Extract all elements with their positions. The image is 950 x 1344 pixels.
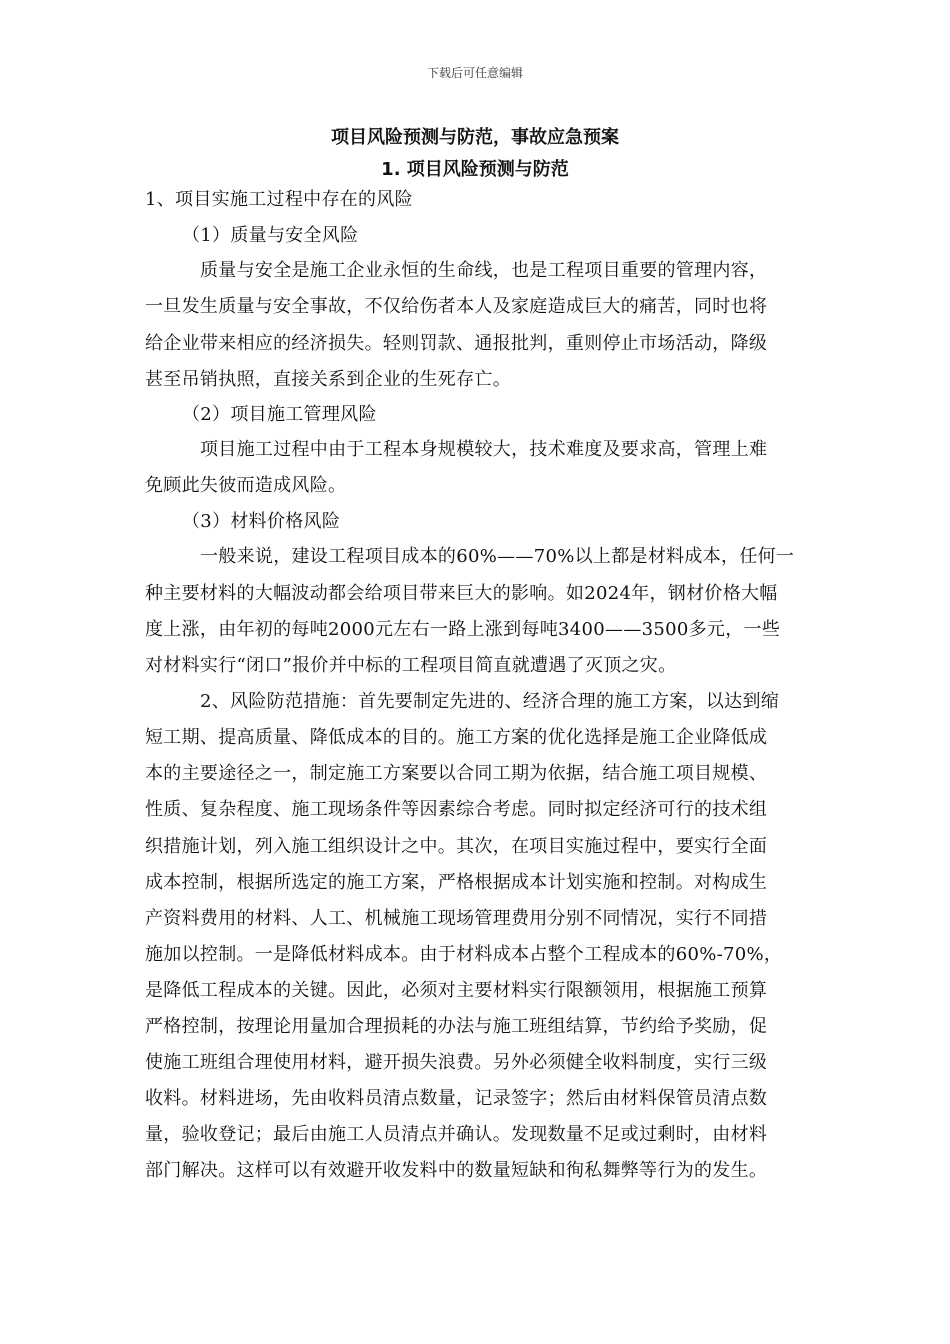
paragraph-line: 织措施计划，列入施工组织设计之中。其次，在项目实施过程中，要实行全面 xyxy=(145,836,768,857)
paragraph-line: 给企业带来相应的经济损失。轻则罚款、通报批判，重则停止市场活动，降级 xyxy=(145,333,768,354)
sub3-heading: （3）材料价格风险 xyxy=(182,511,341,532)
paragraph-line: 对材料实行“闭口”报价并中标的工程项目简直就遭遇了灭顶之灾。 xyxy=(145,655,677,676)
paragraph-line: 质量与安全是施工企业永恒的生命线，也是工程项目重要的管理内容， xyxy=(200,260,768,281)
paragraph-line: 严格控制，按理论用量加合理损耗的办法与施工班组结算，节约给予奖励，促 xyxy=(145,1016,768,1037)
paragraph-line: 2、风险防范措施：首先要制定先进的、经济合理的施工方案，以达到缩 xyxy=(200,691,780,712)
paragraph-line: 甚至吊销执照，直接关系到企业的生死存亡。 xyxy=(145,369,511,390)
paragraph-line: 度上涨，由年初的每吨2000元左右一路上涨到每吨3400——3500多元，一些 xyxy=(145,619,781,640)
paragraph-line: 成本控制，根据所选定的施工方案，严格根据成本计划实施和控制。对构成生 xyxy=(145,872,768,893)
paragraph-line: 产资料费用的材料、人工、机械施工现场管理费用分别不同情况，实行不同措 xyxy=(145,908,768,929)
paragraph-line: 性质、复杂程度、施工现场条件等因素综合考虑。同时拟定经济可行的技术组 xyxy=(145,799,768,820)
paragraph-line: 种主要材料的大幅波动都会给项目带来巨大的影响。如2024年，钢材价格大幅 xyxy=(145,583,778,604)
paragraph-line: 量，验收登记；最后由施工人员清点并确认。发现数量不足或过剩时，由材料 xyxy=(145,1124,768,1145)
paragraph-line: 是降低工程成本的关键。因此，必须对主要材料实行限额领用，根据施工预算 xyxy=(145,980,768,1001)
paragraph-line: 收料。材料进场，先由收料员清点数量，记录签字；然后由材料保管员清点数 xyxy=(145,1088,768,1109)
paragraph-line: 本的主要途径之一，制定施工方案要以合同工期为依据，结合施工项目规模、 xyxy=(145,763,768,784)
paragraph-line: 短工期、提高质量、降低成本的目的。施工方案的优化选择是施工企业降低成 xyxy=(145,727,768,748)
paragraph-line: 部门解决。这样可以有效避开收发料中的数量短缺和徇私舞弊等行为的发生。 xyxy=(145,1160,768,1181)
section-title: 1. 项目风险预测与防范 xyxy=(381,159,569,180)
paragraph-line: 一旦发生质量与安全事故，不仅给伤者本人及家庭造成巨大的痛苦，同时也将 xyxy=(145,296,768,317)
document-title: 项目风险预测与防范，事故应急预案 xyxy=(331,127,619,148)
sub1-heading: （1）质量与安全风险 xyxy=(182,225,359,246)
paragraph-line: 项目施工过程中由于工程本身规模较大，技术难度及要求高，管理上难 xyxy=(200,439,768,460)
paragraph-line: 使施工班组合理使用材料，避开损失浪费。另外必须健全收料制度，实行三级 xyxy=(145,1052,768,1073)
sub2-heading: （2）项目施工管理风险 xyxy=(182,404,377,425)
paragraph-line: 免顾此失彼而造成风险。 xyxy=(145,475,347,496)
header-note: 下载后可任意编辑 xyxy=(426,66,523,80)
paragraph-line: 一般来说，建设工程项目成本的60%——70%以上都是材料成本，任何一 xyxy=(200,546,795,567)
paragraph-line: 施加以控制。一是降低材料成本。由于材料成本占整个工程成本的60%-70%， xyxy=(145,944,783,965)
section1-heading: 1、项目实施工过程中存在的风险 xyxy=(145,189,413,210)
